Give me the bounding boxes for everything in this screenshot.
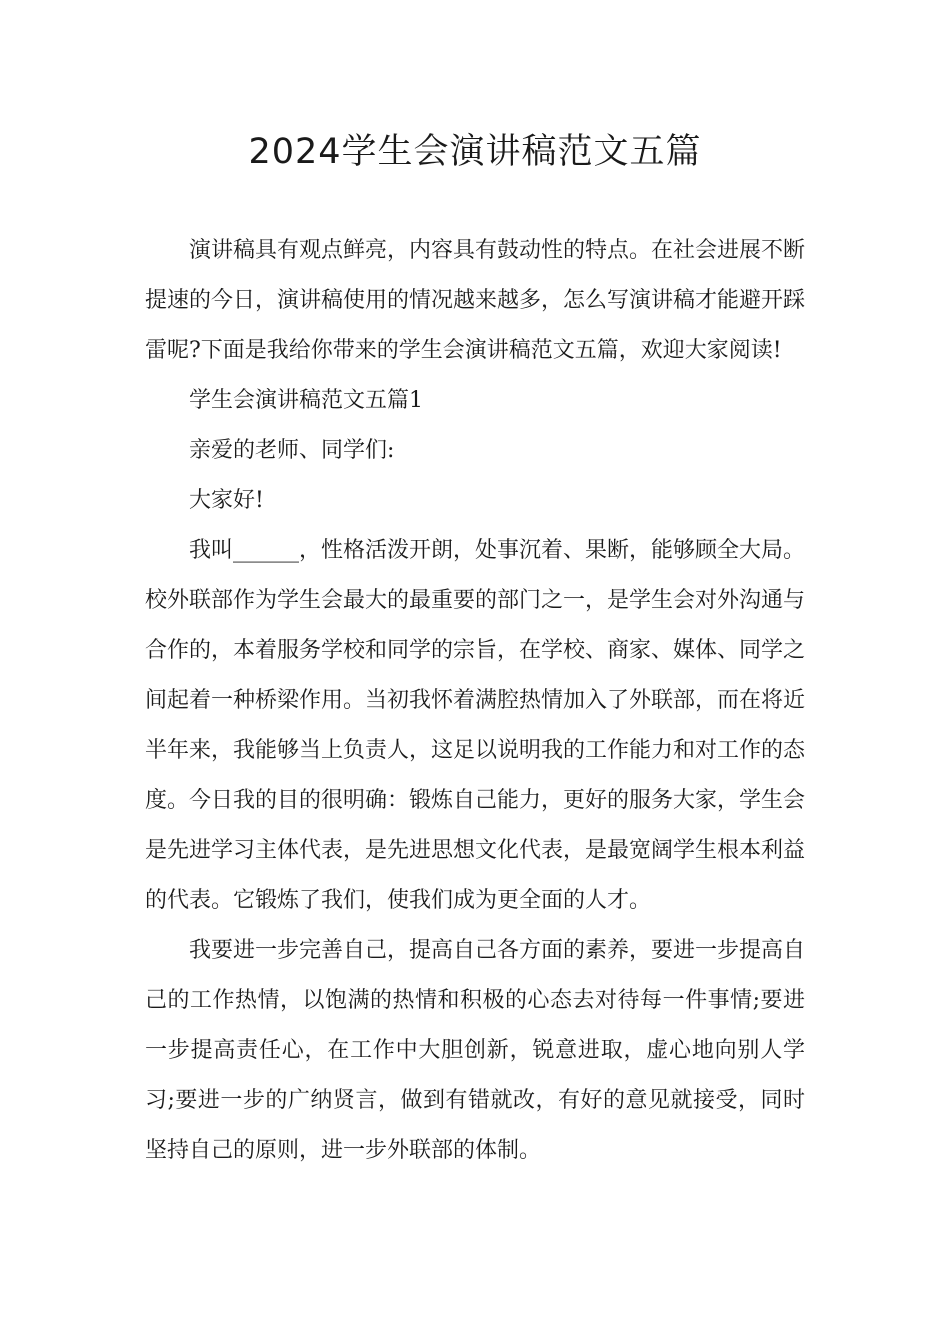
body-paragraph: 我叫______，性格活泼开朗，处事沉着、果断，能够顾全大局。校外联部作为学生会最大的最重要的部门之一，是学生会对外沟通与合作的，本着服务学校和同学的宗旨，在学校、商家、媒体、同学之间起着一种桥梁作用。当初我怀着满腔热情加入了外联部，而在将近半年来，我能够当上负责人，这足以说明我的工作能力和对工作的态度。今日我的目的很明确：锻炼自己能力，更好的服务大家，学生会是先进学习主体代表，是先进思想文化代表，是最宽阔学生根本利益的代表。它锻炼了我们，使我们成为更全面的人才。 xyxy=(145,538,806,913)
section-heading: 学生会演讲稿范文五篇1 xyxy=(189,388,423,413)
body-paragraph: 我要进一步完善自己，提高自己各方面的素养，要进一步提高自己的工作热情，以饱满的热情和积极的心态去对待每一件事情;要进一步提高责任心，在工作中大胆创新，锐意进取，虚心地向别人学习;要进一步的广纳贤言，做到有错就改，有好的意见就接受，同时坚持自己的原则，进一步外联部的体制。 xyxy=(145,938,806,1163)
salutation: 亲爱的老师、同学们: xyxy=(189,438,395,463)
intro-paragraph: 演讲稿具有观点鲜亮，内容具有鼓动性的特点。在社会进展不断提速的今日，演讲稿使用的情况越来越多，怎么写演讲稿才能避开踩雷呢?下面是我给你带来的学生会演讲稿范文五篇，欢迎大家阅读! xyxy=(145,238,806,363)
greeting: 大家好! xyxy=(189,488,264,513)
document-body xyxy=(145,226,805,1176)
document-title: 2024学生会演讲稿范文五篇 xyxy=(248,132,702,172)
